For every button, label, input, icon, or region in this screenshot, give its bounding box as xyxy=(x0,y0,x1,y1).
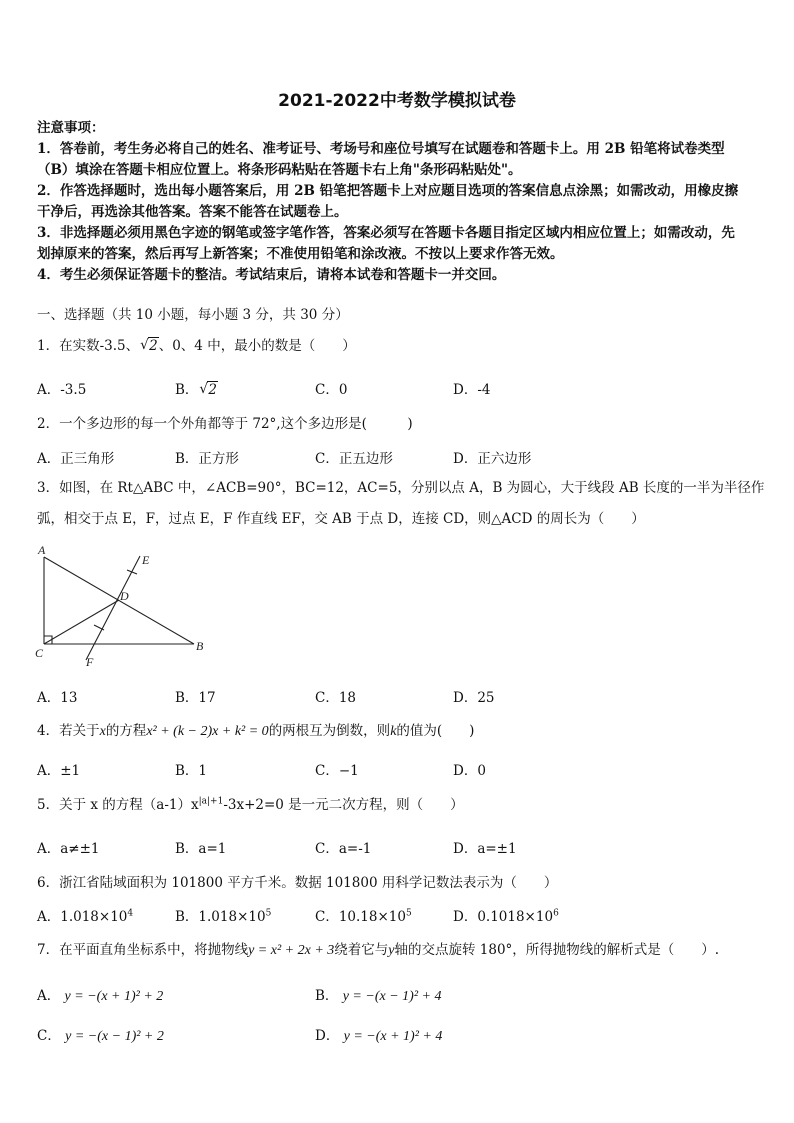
q5-option-c: C．a=-1 xyxy=(315,841,372,857)
q7-option-b: B． y = −(x − 1)² + 4 xyxy=(315,988,442,1004)
label-d: D xyxy=(120,589,129,603)
label-e: E xyxy=(142,553,150,567)
label-b: B xyxy=(196,639,204,653)
q2-option-a: A．正三角形 xyxy=(37,451,115,467)
notice-line: 干净后，再选涂其他答案。答案不能答在试题卷上。 xyxy=(37,204,348,220)
label-f: F xyxy=(86,655,94,669)
q3-option-b: B．17 xyxy=(175,690,216,706)
sqrt-symbol: √ 2 xyxy=(140,336,159,357)
notice-line: 4．考生必须保证答题卡的整洁。考试结束后，请将本试卷和答题卡一并交回。 xyxy=(37,267,506,283)
notice-line: 1．答卷前，考生务必将自己的姓名、准考证号、考场号和座位号填写在试题卷和答题卡上。用 2B 铅笔将试卷类型 xyxy=(37,141,725,157)
question-5-stem: 5．关于 x 的方程$(a-1)x^{|a|+1}-3x+2=0$ 是一元二次方程，则（ ） xyxy=(37,796,464,813)
question-3-stem-line1: 3．如图，在 Rt△ABC 中，∠ACB=90°，BC=12，AC=5，分别以点 A，B 为圆心，大于线段 AB 长度的一半为半径作 xyxy=(37,480,765,496)
q4-option-c: C．−1 xyxy=(315,763,359,779)
q5-option-a: A．a≠±1 xyxy=(37,841,100,857)
q5-option-d: D．a=±1 xyxy=(453,841,517,857)
question-4-stem: 4．若关于x的方程x² + (k − 2)x + k² = 0的两根互为倒数，则k的值为( ) xyxy=(37,723,475,739)
q4-option-b: B．1 xyxy=(175,763,208,779)
q4-option-d: D．0 xyxy=(453,763,486,779)
notice-line: 划掉原来的答案，然后再写上新答案；不准使用铅笔和涂改液。不按以上要求作答无效。 xyxy=(37,246,564,262)
triangle-figure xyxy=(30,542,220,672)
var-k: k xyxy=(390,724,397,739)
q7-option-a: A． y = −(x + 1)² + 2 xyxy=(37,988,164,1004)
q3-option-a: A．13 xyxy=(37,690,78,706)
question-7-stem: 7．在平面直角坐标系中，将抛物线y = x² + 2x + 3绕着它与y轴的交点旋转 180°，所得抛物线的解析式是（ ）. xyxy=(37,942,720,958)
segment-cd xyxy=(44,600,119,644)
q7-option-c: C． y = −(x − 1)² + 2 xyxy=(37,1028,164,1044)
notice-heading: 注意事项： xyxy=(37,120,105,136)
question-1-stem xyxy=(37,336,356,357)
q1-option-c: C．0 xyxy=(315,382,348,398)
label-c: C xyxy=(35,646,44,660)
q6-option-d: D．$0.1018\times 10^6$ xyxy=(453,908,559,925)
q1-option-a: A．-3.5 xyxy=(37,382,87,398)
q6-option-b: B．$1.018\times 10^5$ xyxy=(175,908,272,925)
q4-option-a: A．±1 xyxy=(37,763,81,779)
question-3-stem-line2: 弧，相交于点 E，F，过点 E，F 作直线 EF，交 AB 于点 D，连接 CD，则△ACD 的周长为（ ） xyxy=(37,511,645,527)
q7-option-d: D． y = −(x + 1)² + 4 xyxy=(315,1028,443,1044)
var-x: x xyxy=(99,724,106,739)
equation: x² + (k − 2)x + k² = 0 xyxy=(146,724,269,739)
label-a: A xyxy=(38,543,46,557)
q3-option-c: C．18 xyxy=(315,690,357,706)
question-6-stem: 6．浙江省陆域面积为 101800 平方千米。数据 101800 用科学记数法表示为（ ） xyxy=(37,875,558,891)
sqrt-symbol: √ 2 xyxy=(199,382,218,398)
q2-option-b: B．正方形 xyxy=(175,451,239,467)
q2-option-d: D．正六边形 xyxy=(453,451,532,467)
notice-line: （B）填涂在答题卡相应位置上。将条形码粘贴在答题卡右上角"条形码粘贴处"。 xyxy=(37,162,522,178)
section-heading: 一、选择题（共 10 小题，每小题 3 分，共 30 分） xyxy=(37,307,349,323)
question-1-text-a: 1．在实数-3.5、 xyxy=(37,338,140,354)
q5-option-b: B．a=1 xyxy=(175,841,227,857)
q2-option-c: C．正五边形 xyxy=(315,451,393,467)
page-title: 2021-2022中考数学模拟试卷 xyxy=(278,91,516,111)
equation: y = x² + 2x + 3 xyxy=(248,943,335,958)
q3-option-d: D．25 xyxy=(453,690,495,706)
notice-line: 3．非选择题必须用黑色字迹的钢笔或签字笔作答，答案必须写在答题卡各题目指定区域内相应位置上；如需改动，先 xyxy=(37,225,735,241)
var-y: y xyxy=(388,943,395,958)
question-2-stem: 2．一个多边形的每一个外角都等于 72°,这个多边形是( ) xyxy=(37,416,413,432)
exponent: |a|+1 xyxy=(198,796,224,807)
notice-line: 2．作答选择题时，选出每小题答案后，用 2B 铅笔把答题卡上对应题目选项的答案信息点涂黑；如需改动，用橡皮擦 xyxy=(37,183,739,199)
q6-option-a: A．$1.018\times 10^4$ xyxy=(37,908,134,925)
q6-option-c: C．$10.18\times 10^5$ xyxy=(315,908,412,925)
q1-option-d: D．-4 xyxy=(453,382,491,398)
q1-option-b: B．√ 2 xyxy=(175,378,218,398)
question-1-text-b: 、0、4 中，最小的数是（ ） xyxy=(158,338,356,354)
